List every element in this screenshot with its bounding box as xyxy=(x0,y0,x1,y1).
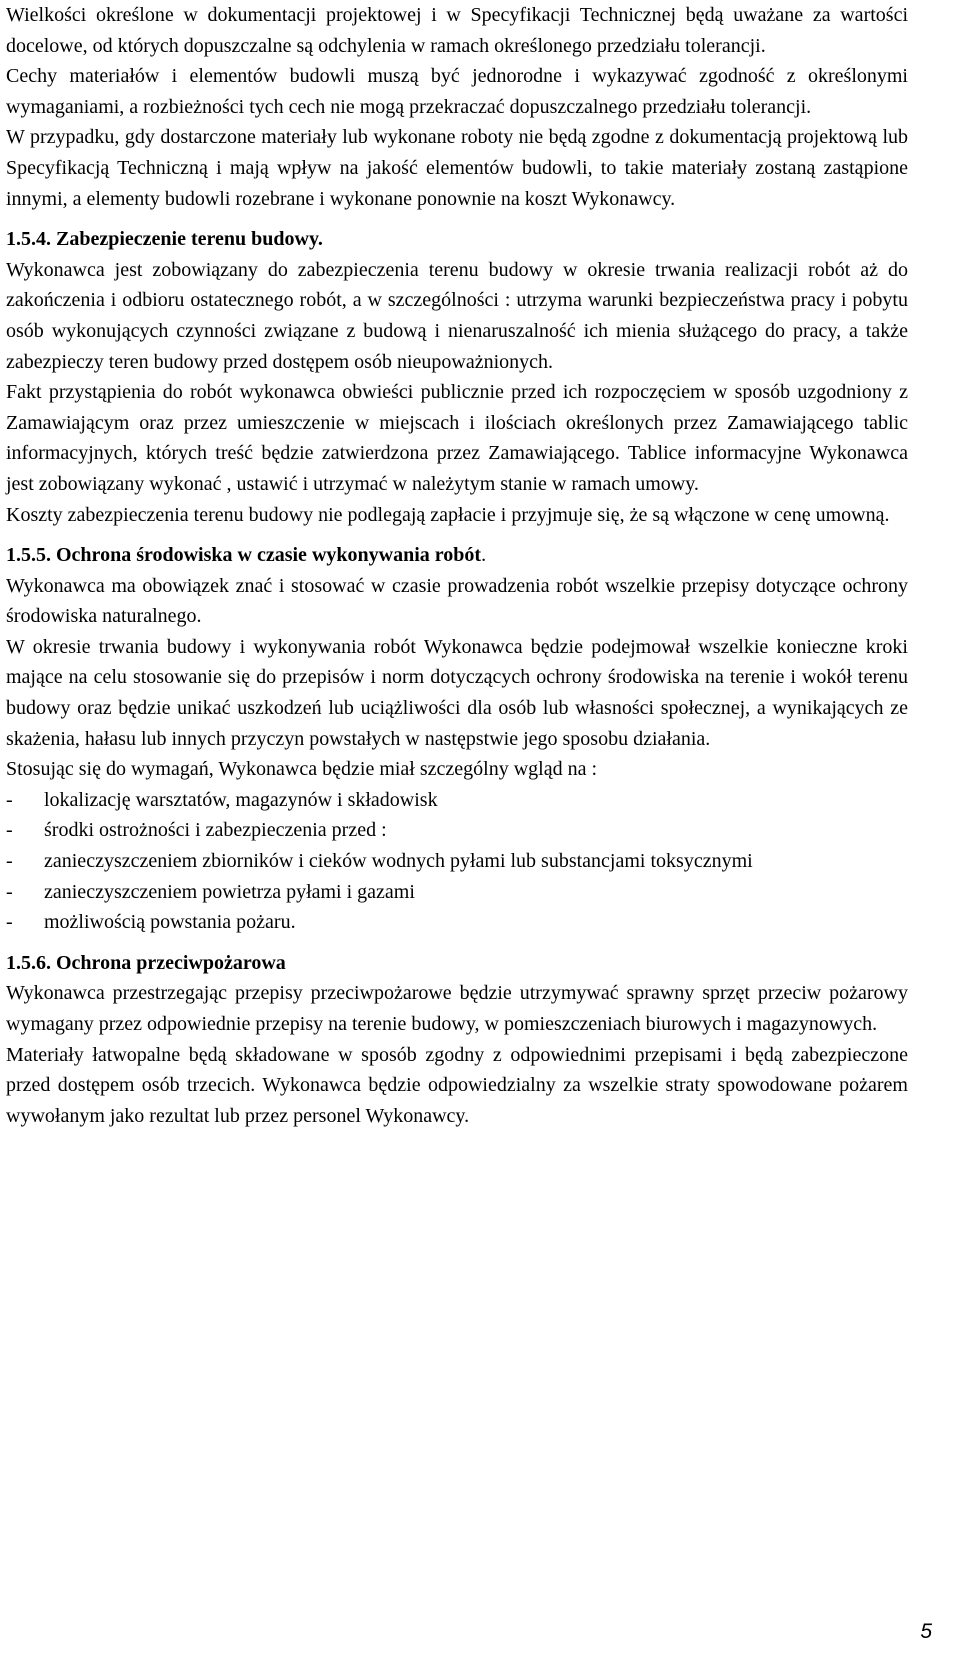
list-item xyxy=(6,877,908,908)
paragraph-tolerance-values: Wielkości określone w dokumentacji projektowej i w Specyfikacji Technicznej będą uważane za wartości docelowe, od których dopuszczalne są odchylenia w ramach określonego przedziału tolerancji. xyxy=(6,4,908,57)
paragraph-security-costs: Koszty zabezpieczenia terenu budowy nie podlegają zapłacie i przyjmuje się, że są włączone w cenę umowną. xyxy=(6,503,890,526)
list-item-text: lokalizację warsztatów, magazynów i składowisk xyxy=(44,788,438,811)
list-item xyxy=(6,846,908,877)
heading-environment-protection xyxy=(6,540,908,571)
list-item-text: zanieczyszczeniem zbiorników i cieków wodnych pyłami lub substancjami toksycznymi xyxy=(44,850,753,873)
paragraph-nonconforming-materials: W przypadku, gdy dostarczone materiały lub wykonane roboty nie będą zgodne z dokumentacją projektową lub Specyfikacją Techniczną i mają wpływ na jakość elementów budowli, to takie materiały zostaną zastąpione innymi, a elementy budowli rozebrane i wykonane ponownie na koszt Wykonawcy. xyxy=(6,126,908,210)
spacer xyxy=(6,530,908,540)
list-item-text: zanieczyszczeniem powietrza pyłami i gazami xyxy=(44,880,415,903)
environment-list xyxy=(6,785,908,938)
paragraph-special-attention: Stosując się do wymagań, Wykonawca będzie miał szczególny wgląd na : xyxy=(6,758,598,781)
heading-trailing-dot: . xyxy=(481,544,487,567)
list-dash: - xyxy=(6,911,13,934)
document-page xyxy=(6,0,908,1131)
list-item-text: możliwością powstania pożaru. xyxy=(44,911,296,934)
list-dash: - xyxy=(6,880,13,903)
list-item xyxy=(6,907,908,938)
list-item xyxy=(6,815,908,846)
paragraph-fire-equipment: Wykonawca przestrzegając przepisy przeciwpożarowe będzie utrzymywać sprawny sprzęt przeciw pożarowy wymagany przez odpowiednie przepisy na terenie budowy, w pomieszczeniach biurowych i magazynowych. xyxy=(6,982,908,1035)
paragraph-info-boards: Fakt przystąpienia do robót wykonawca obwieści publicznie przed ich rozpoczęciem w sposób uzgodniony z Zamawiającym oraz przez umieszczenie w miejscach i ilościach określonych przez Zamawiającego tablic informacyjnych, których treść będzie zatwierdzona przez Zamawiającego. Tablice informacyjne Wykonawca jest zobowiązany wykonać , ustawić i utrzymać w należytym stanie w ramach umowy. xyxy=(6,381,908,495)
heading-site-security: 1.5.4. Zabezpieczenie terenu budowy. xyxy=(6,228,323,251)
paragraph-environment-measures: W okresie trwania budowy i wykonywania robót Wykonawca będzie podejmował wszelkie konieczne kroki mające na celu stosowanie się do przepisów i norm dotyczących ochrony środowiska na terenie i wokół terenu budowy oraz będzie unikać uszkodzeń lub uciążliwości dla osób lub własności społecznej, a wynikających ze skażenia, hałasu lub innych przyczyn powstałych w następstwie jego sposobu działania. xyxy=(6,635,908,750)
list-item xyxy=(6,785,908,816)
page-number: 5 xyxy=(920,1620,932,1643)
paragraph-material-features: Cechy materiałów i elementów budowli muszą być jednorodne i wykazywać zgodność z określonymi wymaganiami, a rozbieżności tych cech nie mogą przekraczać dopuszczalnego przedziału tolerancji. xyxy=(6,65,908,118)
list-dash: - xyxy=(6,788,13,811)
list-dash: - xyxy=(6,850,13,873)
paragraph-environment-obligation: Wykonawca ma obowiązek znać i stosować w czasie prowadzenia robót wszelkie przepisy dotyczące ochrony środowiska naturalnego. xyxy=(6,574,908,628)
spacer xyxy=(6,938,908,948)
paragraph-flammable-materials: Materiały łatwopalne będą składowane w sposób zgodny z odpowiednimi przepisami i będą zabezpieczone przed dostępem osób trzecich. Wykonawca będzie odpowiedzialny za wszelkie straty spowodowane pożarem wywołanym jako rezultat lub przez personel Wykonawcy. xyxy=(6,1043,908,1127)
list-item-text: środki ostrożności i zabezpieczenia przed : xyxy=(44,819,387,842)
heading-environment-protection-text: 1.5.5. Ochrona środowiska w czasie wykonywania robót xyxy=(6,544,482,567)
heading-fire-protection: 1.5.6. Ochrona przeciwpożarowa xyxy=(6,951,286,974)
paragraph-site-security-duties: Wykonawca jest zobowiązany do zabezpieczenia terenu budowy w okresie trwania realizacji robót aż do zakończenia i odbioru ostatecznego robót, a w szczególności : utrzyma warunki bezpieczeństwa pracy i pobytu osób wykonujących czynności związane z budową i nienaruszalność ich mienia służącego do pracy, a także zabezpieczy teren budowy przed dostępem osób nieupoważnionych. xyxy=(6,258,908,373)
list-dash: - xyxy=(6,819,13,842)
spacer xyxy=(6,214,908,224)
